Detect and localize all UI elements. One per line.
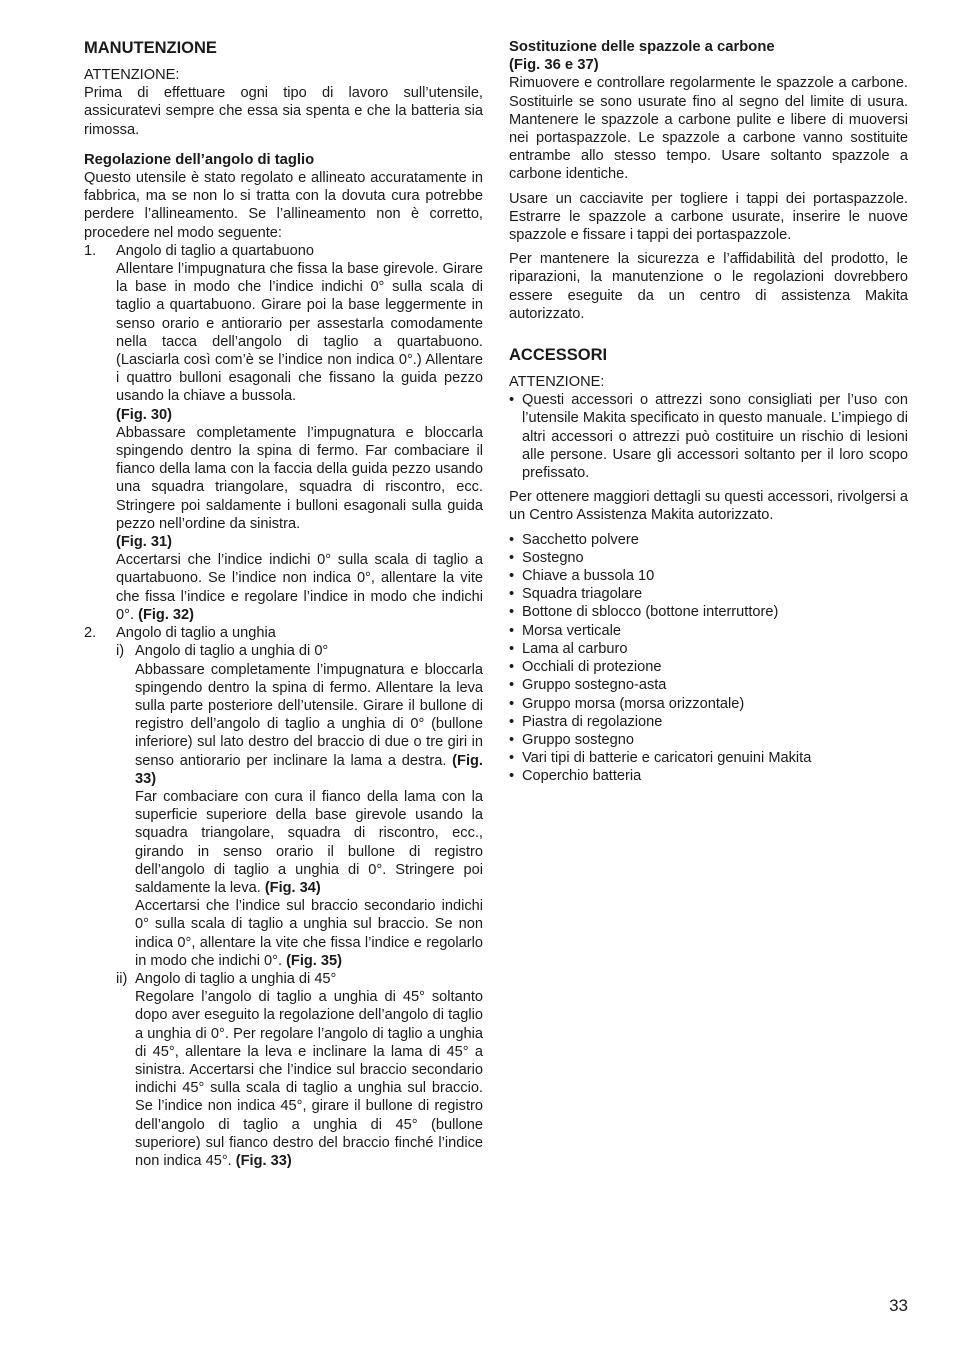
bevel0-paragraph-1: Abbassare completamente l’impugnatura e bloccarla spingendo dentro la spina di fermo. Allentare la leva sulla parte posteriore dell’utensile. Girare il bullone di registro dell’angolo di taglio a unghia di 0° (bullone inferiore) sul lato destro del braccio di due o tre giri in senso antiorario per inclinare la lama a destra. (Fig. 33) bbox=[135, 661, 483, 787]
section-heading-accessori: ACCESSORI bbox=[509, 346, 608, 365]
section-heading-manutenzione: MANUTENZIONE bbox=[84, 39, 217, 57]
accessory-item: • Gruppo sostegno-asta bbox=[509, 676, 908, 694]
accessory-item: • Gruppo morsa (morsa orizzontale) bbox=[509, 695, 908, 713]
fig-ref: (Fig. 33) bbox=[235, 1152, 292, 1169]
accessory-item: • Sostegno bbox=[509, 549, 908, 567]
sub-heading-brushes: Sostituzione delle spazzole a carbone (Fig. 36 e 37) bbox=[509, 39, 775, 74]
sub-item-title: Angolo di taglio a unghia di 0° bbox=[135, 643, 329, 660]
fig-ref: (Fig. 31) bbox=[116, 534, 172, 551]
list-item-title: Angolo di taglio a quartabuono bbox=[116, 242, 314, 259]
accessory-item: • Squadra triagolare bbox=[509, 585, 908, 603]
list-item-title: Angolo di taglio a unghia bbox=[116, 625, 276, 642]
sub-number: ii) bbox=[116, 970, 128, 987]
list-item-miter-angle bbox=[84, 242, 483, 624]
sub-number: i) bbox=[116, 643, 125, 660]
accessory-caution-text: • Questi accessori o attrezzi sono consigliati per l’uso con l’utensile Makita specificato in questo manuale. L’impiego di altri accessori o attrezzi può costituire un rischio di lesioni alle persone. Usare gli accessori soltanto per il loro scopo prefissato. bbox=[509, 391, 908, 482]
sub-item-title: Angolo di taglio a unghia di 45° bbox=[135, 970, 337, 987]
caution-text: Prima di effettuare ogni tipo di lavoro sull’utensile, assicuratevi sempre che essa sia spenta e che la batteria sia rimossa. bbox=[84, 85, 483, 138]
accessory-item: • Coperchio batteria bbox=[509, 767, 908, 785]
miter-paragraph-3: Accertarsi che l’indice indichi 0° sulla scala di taglio a quartabuono. Se l’indice non indica 0°, allentare la vite che fissa l’indice e regolare l’indice in modo che indichi 0°. (Fig. 32) bbox=[116, 552, 483, 623]
accessory-item: • Piastra di regolazione bbox=[509, 713, 908, 731]
miter-paragraph-1: Allentare l’impugnatura che fissa la base girevole. Girare la base in modo che l’indice indichi 0° sulla scala di taglio a quartabuono. Girare poi la base leggermente in senso orario e antiorario per assestarla comodamente nella tacca dell’angolo di taglio a quartabuono. (Lasciarla così com’è se l’indice non indica 0°.) Allentare i quattro bulloni esagonali che fissano la guida pezzo usando la chiave a bussola. (Fig. 30) bbox=[116, 261, 483, 423]
accessory-item: • Chiave a bussola 10 bbox=[509, 567, 908, 585]
bevel0-paragraph-2: Far combaciare con cura il fianco della lama con la superficie superiore della base girevole usando la squadra triangolare, squadra di riscontro, ecc., girando in senso orario il bullone di registro dell’angolo di taglio a unghia di 0°. Stringere poi saldamente la leva. (Fig. 34) bbox=[135, 788, 483, 896]
fig-ref: (Fig. 34) bbox=[264, 879, 321, 896]
miter-paragraph-2: Abbassare completamente l’impugnatura e bloccarla spingendo dentro la spina di fermo. Far combaciare il fianco della lama con la faccia della guida pezzo usando una squadra triangolare, squadra di riscontro, ecc. Stringere poi saldamente i bulloni esagonali sulla guida pezzo nell’ordine da sinistra. (Fig. 31) bbox=[116, 424, 483, 551]
accessory-item: • Occhiali di protezione bbox=[509, 658, 908, 676]
list-number: 2. bbox=[84, 625, 97, 642]
sub-item-bevel-45 bbox=[116, 970, 483, 1170]
right-column bbox=[509, 38, 908, 786]
brush-paragraph-1: Rimuovere e controllare regolarmente le spazzole a carbone. Sostituirle se sono usurate fino al segno del limite di usura. Mantenere le spazzole a carbone pulite e libere di muoversi nei portaspazzole. Le spazzole a carbone vanno sostituite entrambe allo stesso tempo. Usare soltanto spazzole a carbone identiche. bbox=[509, 75, 908, 183]
left-column bbox=[84, 38, 483, 1170]
accessory-list bbox=[509, 531, 908, 786]
accessory-item: • Sacchetto polvere bbox=[509, 531, 908, 549]
fig-ref: (Fig. 32) bbox=[138, 606, 195, 623]
accessory-item: • Vari tipi di batterie e caricatori genuini Makita bbox=[509, 749, 908, 767]
brush-paragraph-2: Usare un cacciavite per togliere i tappi dei portaspazzole. Estrarre le spazzole a carbone usurate, inserire le nuove spazzole e fissare i tappi dei portaspazzole. bbox=[509, 190, 908, 244]
bevel0-paragraph-3: Accertarsi che l’indice sul braccio secondario indichi 0° sulla scala di taglio a unghia sul braccio. Se non indica 0°, allentare la vite che fissa l’indice e regolarlo in modo che indichi 0°. (Fig. 35) bbox=[135, 898, 483, 969]
intro-paragraph: Questo utensile è stato regolato e allineato accuratamente in fabbrica, ma se non lo si tratta con la dovuta cura potrebbe perdere l’allineamento. Se l’allineamento non è corretto, procedere nel modo seguente: bbox=[84, 170, 483, 241]
list-number: 1. bbox=[84, 242, 97, 259]
list-item-bevel-angle bbox=[84, 624, 483, 1170]
fig-ref: (Fig. 35) bbox=[286, 952, 343, 969]
accessory-info: Per ottenere maggiori dettagli su questi accessori, rivolgersi a un Centro Assistenza Makita autorizzato. bbox=[509, 489, 908, 524]
bevel45-paragraph-1: Regolare l’angolo di taglio a unghia di 45° soltanto dopo aver eseguito la regolazione dell’angolo di taglio a unghia di 0°. Per regolare l’angolo di taglio a unghia di 45°, allentare la leva e inclinare la lama di 45° a sinistra. Accertarsi che l’indice sul braccio secondario indichi 45° sulla scala di taglio a unghia sul braccio. Se l’indice non indica 45°, girare il bullone di registro dell’angolo di taglio a unghia di 45° (bullone superiore) sul fianco destro del braccio finché l’indice non indica 45°. (Fig. 33) bbox=[135, 989, 483, 1169]
accessory-caution-list bbox=[509, 391, 908, 482]
accessory-item: • Lama al carburo bbox=[509, 640, 908, 658]
page-number: 33 bbox=[889, 1296, 908, 1315]
fig-ref: (Fig. 33) bbox=[135, 752, 483, 787]
fig-ref: (Fig. 30) bbox=[116, 406, 172, 423]
accessory-item: • Bottone di sblocco (bottone interruttore) bbox=[509, 603, 908, 621]
sub-heading-cutting-angle: Regolazione dell’angolo di taglio bbox=[84, 151, 315, 168]
accessory-item: • Gruppo sostegno bbox=[509, 731, 908, 749]
caution-label: ATTENZIONE: bbox=[84, 67, 180, 83]
sub-item-bevel-0 bbox=[116, 642, 483, 970]
brush-paragraph-3: Per mantenere la sicurezza e l’affidabilità del prodotto, le riparazioni, la manutenzione o le regolazioni dovrebbero essere eseguite da un centro di assistenza Makita autorizzato. bbox=[509, 251, 908, 322]
accessory-item: • Morsa verticale bbox=[509, 622, 908, 640]
accessory-caution-label: ATTENZIONE: bbox=[509, 374, 605, 391]
